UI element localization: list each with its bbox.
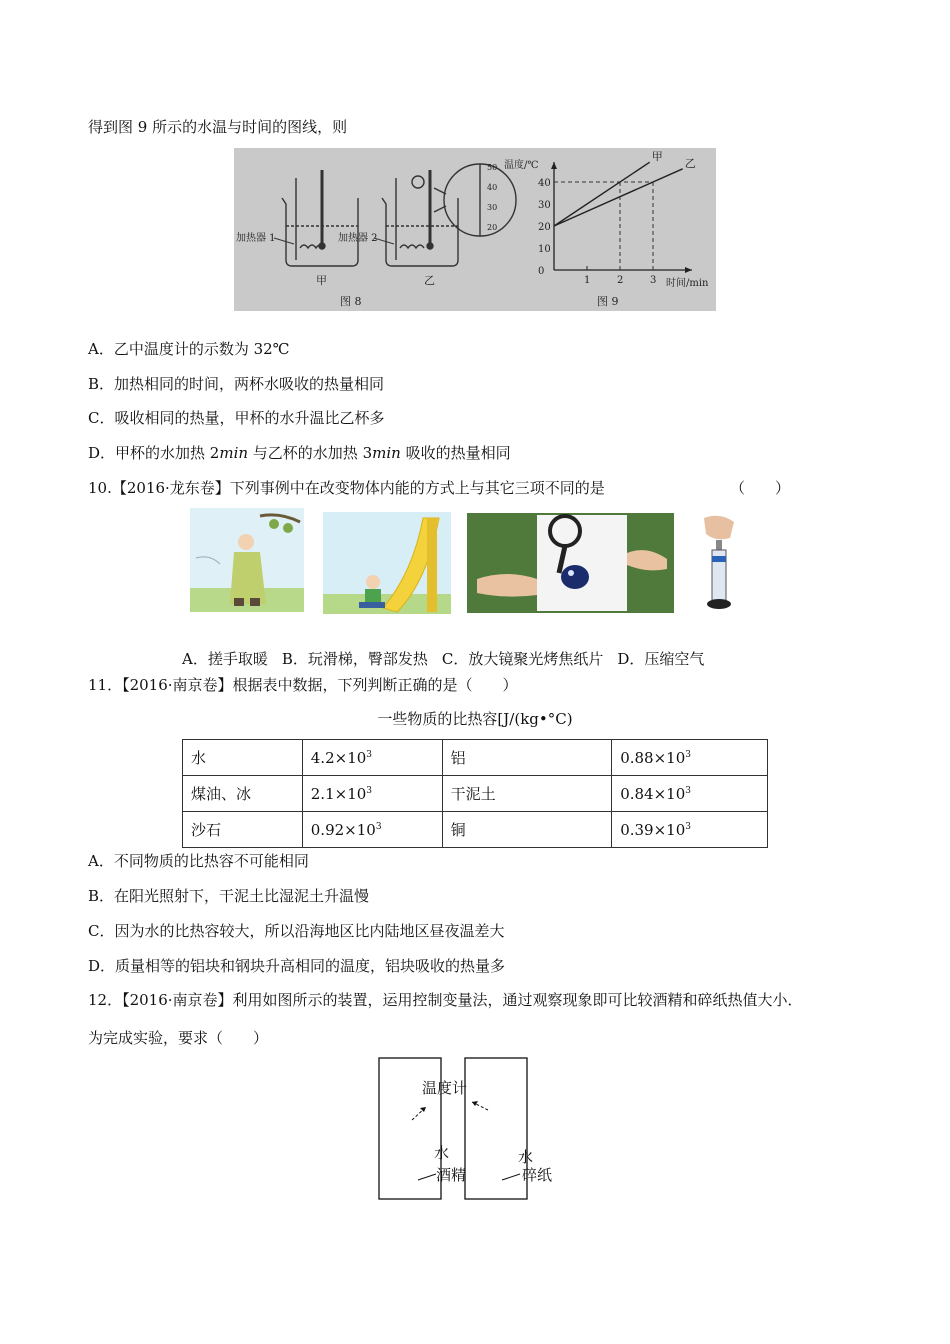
- q11-option-b: B．在阳光照射下，干泥土比湿泥土升温慢: [88, 887, 370, 905]
- table-row: [183, 812, 768, 848]
- y-tick-label: 40: [538, 178, 551, 189]
- scale-20: 20: [487, 223, 498, 232]
- table-row: [183, 740, 768, 776]
- figure-8-9: [234, 148, 716, 311]
- scale-30: 30: [487, 203, 498, 212]
- x-tick-label: 3: [650, 275, 657, 286]
- image-magnifier: [467, 513, 674, 613]
- q11-option-d: D．质量相等的铝块和钢块升高相同的温度，铝块吸收的热量多: [88, 957, 506, 975]
- table-caption: 一些物质的比热容[J/(kg•°C): [377, 710, 573, 728]
- heater2-label: 加热器 2: [338, 233, 378, 244]
- specific-heat-table: [182, 739, 768, 848]
- q9-option-c: C．吸收相同的热量，甲杯的水升温比乙杯多: [88, 409, 385, 427]
- fig8-label: 图 8: [340, 295, 362, 308]
- q11-option-c: C．因为水的比热容较大，所以沿海地区比内陆地区昼夜温差大: [88, 922, 505, 940]
- q9-d-unit1: min: [219, 444, 249, 462]
- x-tick-label: 1: [584, 275, 591, 286]
- y-tick-label: 10: [538, 244, 551, 255]
- table-cell: $0.92\times 10^3$: [302, 812, 442, 848]
- fuel-label-alcohol: 酒精: [436, 1166, 467, 1184]
- table-cell: $0.84\times 10^3$: [612, 776, 768, 812]
- q10-option-c: C．放大镜聚光烤焦纸片: [441, 650, 604, 668]
- q10-option-a: A．搓手取暖: [182, 650, 268, 668]
- thermometer-label: 温度计: [422, 1079, 468, 1097]
- table-cell: $2.1\times 10^3$: [302, 776, 442, 812]
- intro-text: 得到图 9 所示的水温与时间的图线，则: [88, 118, 348, 136]
- q10-option-d: D．压缩空气: [617, 650, 705, 668]
- water-label-2: 水: [518, 1148, 534, 1166]
- image-rub-hands: [190, 508, 304, 612]
- fig9-label: 图 9: [597, 295, 619, 308]
- series-label-jia: 甲: [651, 150, 663, 164]
- table-row: [183, 776, 768, 812]
- table-cell: 沙石: [183, 812, 303, 848]
- q10-option-b: B．玩滑梯，臀部发热: [281, 650, 428, 668]
- table-cell: $4.2\times 10^3$: [302, 740, 442, 776]
- series-label-yi: 乙: [684, 156, 696, 170]
- q9-d-mid: 与乙杯的水加热 3: [248, 444, 373, 462]
- image-slide: [323, 512, 451, 614]
- fuel-label-paper: 碎纸: [522, 1166, 553, 1184]
- scale-50: 50: [487, 163, 498, 172]
- cupB-label: 乙: [424, 274, 435, 287]
- chart-xlabel: 时间/min: [666, 278, 709, 289]
- q11-stem: 11．【2016·南京卷】根据表中数据，下列判断正确的是（ ）: [88, 676, 518, 694]
- table-cell: 铜: [442, 812, 612, 848]
- chart-ylabel: 温度/℃: [504, 160, 539, 171]
- q9-d-post: 吸收的热量相同: [400, 444, 511, 462]
- table-cell: 煤油、冰: [183, 776, 303, 812]
- y-tick-label: 0: [538, 266, 545, 277]
- water-label-1: 水: [434, 1144, 450, 1162]
- q9-option-a: A．乙中温度计的示数为 32℃: [88, 340, 290, 358]
- q12-stem: 12．【2016·南京卷】利用如图所示的装置，运用控制变量法，通过观察现象即可比较酒精和碎纸热值大小．: [88, 991, 803, 1009]
- q11-option-a: A．不同物质的比热容不可能相同: [88, 852, 309, 870]
- heater1-label: 加热器 1: [236, 233, 276, 244]
- q9-option-b: B．加热相同的时间，两杯水吸收的热量相同: [88, 375, 385, 393]
- scale-40: 40: [487, 183, 498, 192]
- table-cell: 干泥土: [442, 776, 612, 812]
- q10-options: [182, 648, 704, 669]
- table-cell: $0.39\times 10^3$: [612, 812, 768, 848]
- image-compress-air: [696, 512, 746, 614]
- q9-option-d: [88, 442, 511, 463]
- q12-stem-2: 为完成实验，要求（ ）: [88, 1029, 269, 1047]
- q9-d-unit2: min: [372, 444, 401, 462]
- table-cell: 水: [183, 740, 303, 776]
- q9-d-pre: D．甲杯的水加热 2: [88, 444, 220, 462]
- y-tick-label: 20: [538, 222, 551, 233]
- cupA-label: 甲: [316, 274, 327, 287]
- q10-stem: 10.【2016·龙东卷】下列事例中在改变物体内能的方式上与其它三项不同的是: [88, 479, 605, 497]
- table-cell: $0.88\times 10^3$: [612, 740, 768, 776]
- x-tick-label: 2: [617, 275, 624, 286]
- q10-paren: （ ）: [730, 479, 791, 497]
- table-cell: 铝: [442, 740, 612, 776]
- q12-apparatus: [370, 1052, 570, 1204]
- y-tick-label: 30: [538, 200, 551, 211]
